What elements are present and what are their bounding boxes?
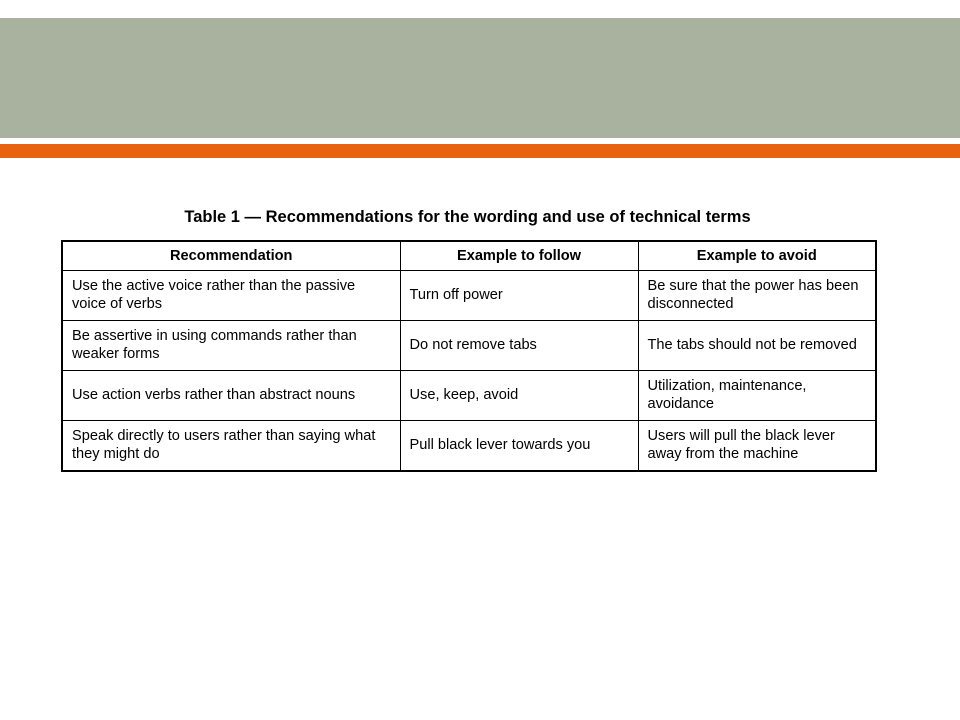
example-avoid-cell: Users will pull the black lever away from the machine xyxy=(638,420,876,471)
table-row xyxy=(62,420,876,471)
header-example-to-follow: Example to follow xyxy=(400,241,638,271)
example-follow-cell: Pull black lever towards you xyxy=(400,420,638,471)
example-avoid-cell: Utilization, maintenance, avoidance xyxy=(638,370,876,420)
table-title: Table 1 — Recommendations for the wording and use of technical terms xyxy=(184,208,751,226)
example-avoid-cell: Be sure that the power has been disconnected xyxy=(638,271,876,321)
header-example-to-avoid: Example to avoid xyxy=(638,241,876,271)
table-row xyxy=(62,370,876,420)
recommendations-table xyxy=(61,240,877,472)
table-header-row xyxy=(62,241,876,271)
example-follow-cell: Turn off power xyxy=(400,271,638,321)
recommendation-cell: Speak directly to users rather than saying what they might do xyxy=(62,420,400,471)
accent-bar xyxy=(0,144,960,158)
header-band xyxy=(0,18,960,138)
table-row xyxy=(62,320,876,370)
example-avoid-cell: The tabs should not be removed xyxy=(638,320,876,370)
example-follow-cell: Use, keep, avoid xyxy=(400,370,638,420)
header-recommendation: Recommendation xyxy=(62,241,400,271)
recommendation-cell: Use action verbs rather than abstract nouns xyxy=(62,370,400,420)
example-follow-cell: Do not remove tabs xyxy=(400,320,638,370)
table-row xyxy=(62,271,876,321)
recommendation-cell: Use the active voice rather than the passive voice of verbs xyxy=(62,271,400,321)
recommendation-cell: Be assertive in using commands rather than weaker forms xyxy=(62,320,400,370)
